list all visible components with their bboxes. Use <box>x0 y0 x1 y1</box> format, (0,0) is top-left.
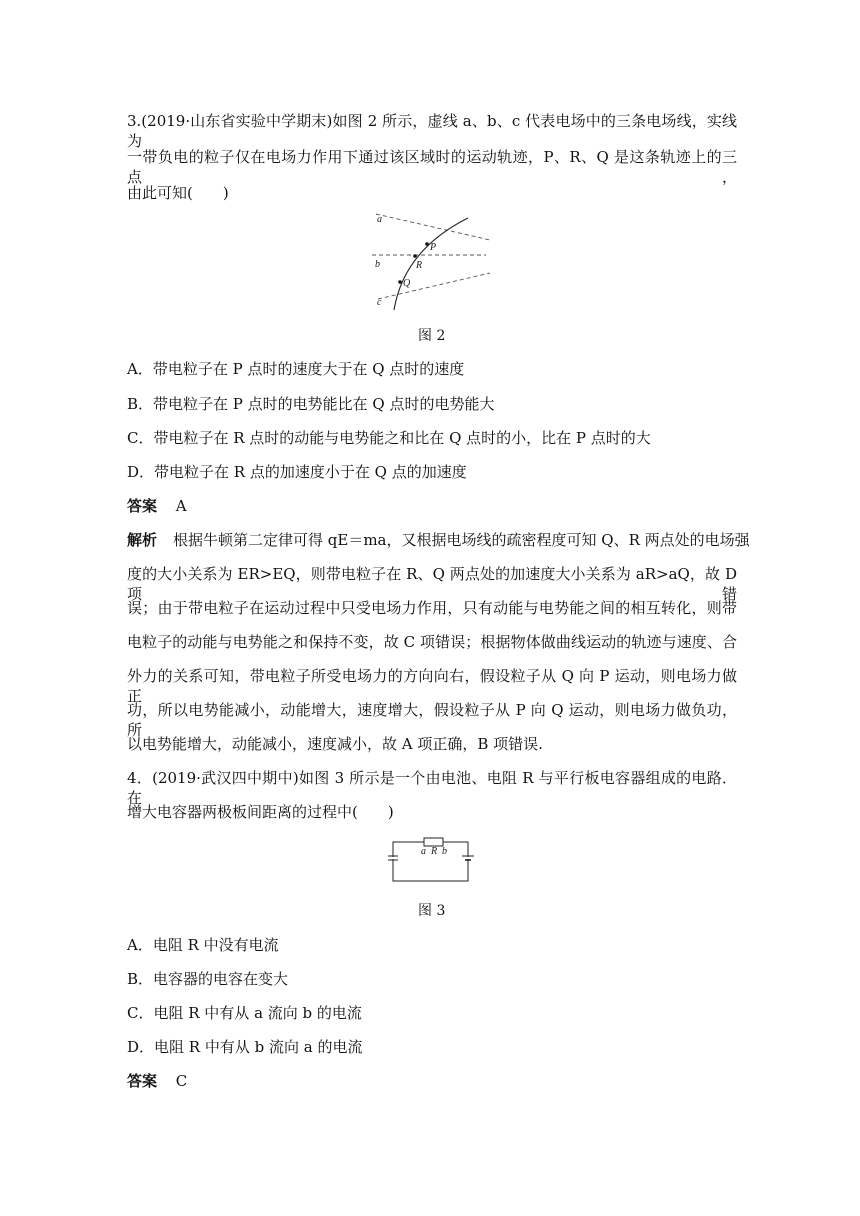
analysis-line-5: 外力的关系可知，带电粒子所受电场力的方向向右，假设粒子从 Q 向 P 运动，则电场力做正 <box>127 667 737 705</box>
label-c: c <box>377 297 382 308</box>
analysis-label: 解析 <box>127 531 158 549</box>
q4-stem-line-1: 4．(2019·武汉四中期中)如图 3 所示是一个由电池、电阻 R 与平行板电容器组成的电路．在 <box>127 769 737 807</box>
point-q-dot <box>398 280 402 284</box>
answer-label: 答案 <box>127 1072 158 1090</box>
label-a-circuit: a <box>421 846 426 857</box>
figure-2-field-lines <box>366 210 496 310</box>
q3-answer <box>127 496 187 516</box>
analysis-first-line <box>127 530 750 550</box>
q3-option-a: A．带电粒子在 P 点时的速度大于在 Q 点时的速度 <box>127 360 465 378</box>
figure-3-circuit <box>386 832 476 884</box>
figure-3-caption: 图 3 <box>418 903 446 919</box>
q3-option-b: B．带电粒子在 P 点时的电势能比在 Q 点时的电势能大 <box>127 395 495 413</box>
q4-stem-line-2: 增大电容器两极板间距离的过程中( ) <box>127 803 394 821</box>
answer-value: A <box>175 497 187 515</box>
analysis-line-3: 误；由于带电粒子在运动过程中只受电场力作用，只有动能与电势能之间的相互转化，则带 <box>127 599 737 617</box>
analysis-line-6: 功，所以电势能减小，动能增大，速度增大，假设粒子从 P 向 Q 运动，则电场力做负功，所 <box>127 701 737 739</box>
point-r-dot <box>413 254 417 258</box>
label-p: P <box>430 242 437 253</box>
label-a: a <box>377 214 382 225</box>
analysis-line-4: 电粒子的动能与电势能之和保持不变，故 C 项错误；根据物体做曲线运动的轨迹与速度、合 <box>127 633 737 651</box>
q3-stem-line-1: 3.(2019·山东省实验中学期末)如图 2 所示，虚线 a、b、c 代表电场中的三条电场线，实线为 <box>127 112 737 150</box>
q3-option-d: D．带电粒子在 R 点的加速度小于在 Q 点的加速度 <box>127 463 467 481</box>
label-b: b <box>375 259 380 270</box>
label-q: Q <box>403 278 411 289</box>
q4-option-c: C．电阻 R 中有从 a 流向 b 的电流 <box>127 1004 362 1022</box>
label-r: R <box>416 260 423 271</box>
analysis-line-2: 度的大小关系为 ER>EQ，则带电粒子在 R、Q 两点处的加速度大小关系为 aR>aQ，故 D 项错 <box>127 565 737 603</box>
q4-option-d: D．电阻 R 中有从 b 流向 a 的电流 <box>127 1038 363 1056</box>
analysis-line-7: 以电势能增大，动能减小，速度减小，故 A 项正确，B 项错误. <box>127 735 543 753</box>
q4-option-b: B．电容器的电容在变大 <box>127 970 289 988</box>
label-r-circuit: R <box>431 846 438 857</box>
q4-option-a: A．电阻 R 中没有电流 <box>127 936 279 954</box>
q3-stem-line-3: 由此可知( ) <box>127 184 229 202</box>
label-b-circuit: b <box>442 846 447 857</box>
q3-option-c: C．带电粒子在 R 点时的动能与电势能之和比在 Q 点时的小，比在 P 点时的大 <box>127 429 651 447</box>
q4-answer <box>127 1071 187 1091</box>
figure-2-caption: 图 2 <box>418 328 446 344</box>
point-p-dot <box>425 242 429 246</box>
resistor-r <box>424 838 443 846</box>
q3-stem-line-2: 一带负电的粒子仅在电场力作用下通过该区域时的运动轨迹，P、R、Q 是这条轨迹上的三点， <box>127 148 737 186</box>
answer-value: C <box>175 1072 188 1090</box>
answer-label: 答案 <box>127 497 158 515</box>
analysis-line-1: 根据牛顿第二定律可得 qE＝ma，又根据电场线的疏密程度可知 Q、R 两点处的电场强 <box>173 531 750 549</box>
